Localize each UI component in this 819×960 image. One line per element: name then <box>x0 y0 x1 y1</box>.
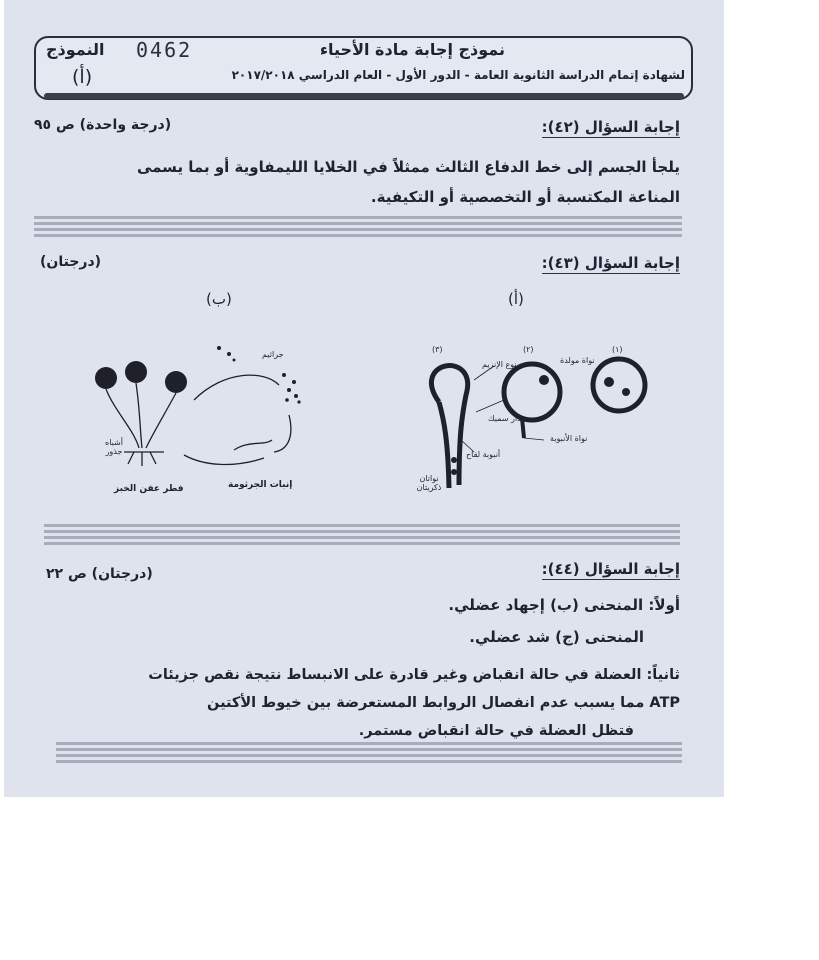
q42-line-1: يلجأ الجسم إلى خط الدفاع الثالث ممثلاً في الخلايا الليمفاوية أو بما يسمى <box>136 158 680 176</box>
fig-b-rhizoids: أشباه جذور <box>105 438 123 456</box>
q44-first: أولاً: المنحنى (ب) إجهاد عضلي. <box>448 596 680 614</box>
header-box <box>34 36 693 100</box>
q44-third-line-2: ATP مما يسبب عدم انفصال الروابط المستعرضة بين خيوط الأكتين <box>207 695 680 711</box>
figure-b-bread-mould <box>84 340 314 480</box>
q44-heading: إجابة السؤال (٤٤): <box>541 560 680 578</box>
fig-a-male-nuclei: نواتان ذكريتان <box>416 474 442 492</box>
q44-second: المنحنى (ج) شد عضلي. <box>469 628 644 646</box>
divider-3 <box>56 742 682 764</box>
fig-a-num-3: (٣) <box>432 345 443 354</box>
fig-a-enzyme-label: منوع الإنزيم <box>482 360 522 369</box>
fig-b-spores: جراثيم <box>262 350 284 359</box>
q43-heading: إجابة السؤال (٤٣): <box>541 254 680 272</box>
fig-a-tube-nucleus: نواة الأنبوبة <box>550 434 588 443</box>
fig-b-name: فطر عفن الخبز <box>114 484 184 494</box>
q43-marks: (درجتان) <box>40 254 102 270</box>
model-variant: (أ) <box>72 66 93 88</box>
fig-b-label: (ب) <box>206 290 232 308</box>
q42-heading: إجابة السؤال (٤٢): <box>541 118 680 136</box>
fig-b-germination: إنبات الجرثومة <box>228 480 293 490</box>
fig-a-generative-nucleus: نواة مولدة <box>560 356 595 365</box>
header-underline <box>44 93 684 99</box>
model-label: النموذج <box>46 40 105 59</box>
divider-1 <box>34 216 682 238</box>
page-subtitle: لشهادة إتمام الدراسة الثانوية العامة - الدور الأول - العام الدراسي ٢٠١٧/٢٠١٨ <box>231 68 685 82</box>
q44-third-line-1: ثانياً: العضلة في حالة انقباض وغير قادرة على الانبساط نتيجة نقص جزيئات <box>148 667 680 683</box>
q44-third-line-3: فتظل العضلة في حالة انقباض مستمر. <box>358 723 634 739</box>
fig-a-pollen-tube: أنبوبة لقاح <box>466 450 501 459</box>
fig-a-num-1: (١) <box>612 345 623 354</box>
fig-a-thick-wall: جدار سميك <box>488 414 527 423</box>
fig-a-label: (أ) <box>508 290 524 308</box>
exam-code: 0462 <box>136 38 193 62</box>
q42-marks: (درجة واحدة) ص ٩٥ <box>34 117 172 133</box>
q42-line-2: المناعة المكتسبة أو التخصصية أو التكيفية. <box>370 188 680 206</box>
q44-marks: (درجتان) ص ٢٢ <box>46 566 153 582</box>
page-title: نموذج إجابة مادة الأحياء <box>319 40 505 59</box>
answer-sheet <box>4 0 724 797</box>
divider-2 <box>44 524 680 546</box>
fig-a-num-2: (٢) <box>523 345 534 354</box>
